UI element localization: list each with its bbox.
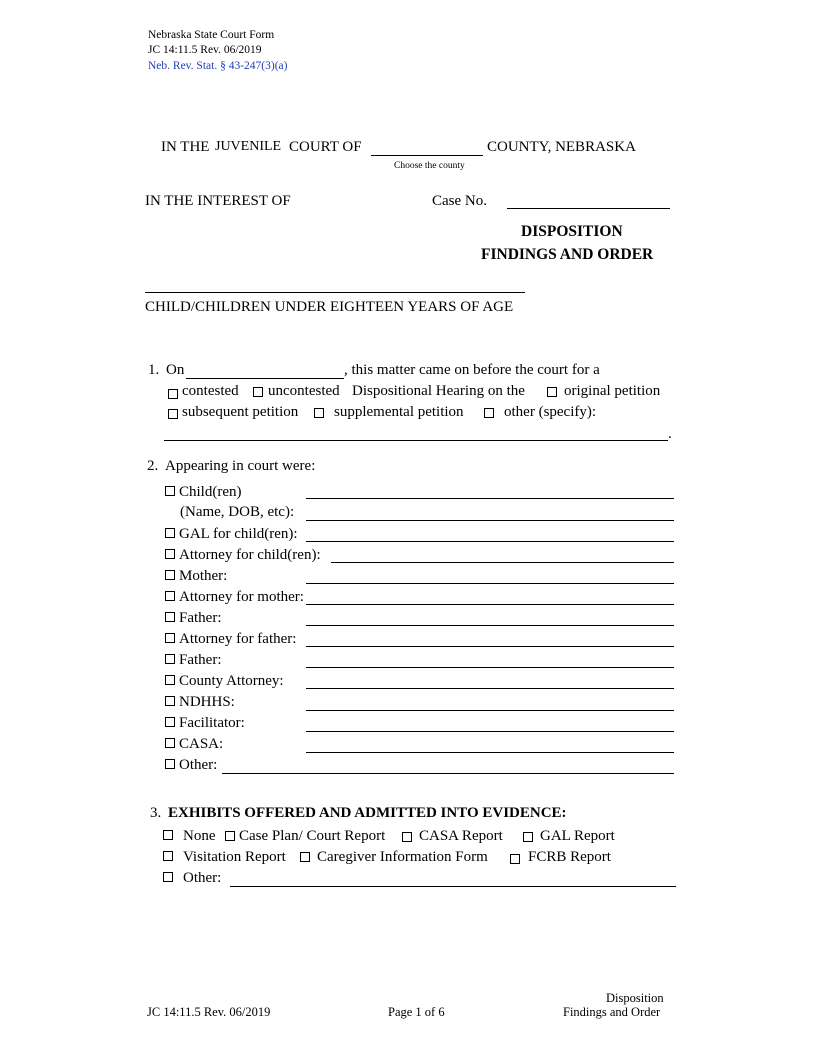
appearance-field[interactable]	[306, 752, 674, 753]
appearance-label: Father:	[179, 610, 222, 626]
child-details-field[interactable]	[306, 520, 674, 521]
gal-report-label: GAL Report	[540, 828, 615, 844]
appearance-checkbox[interactable]	[165, 696, 175, 706]
appearance-field[interactable]	[331, 562, 674, 563]
exhibits-other-label: Other:	[183, 870, 222, 886]
dispositional-label: Dispositional Hearing on the	[352, 383, 525, 399]
section1-text: , this matter came on before the court for a	[344, 362, 600, 378]
case-plan-label: Case Plan/ Court Report	[239, 828, 386, 844]
original-petition-label: original petition	[564, 383, 661, 399]
appearance-checkbox[interactable]	[165, 570, 175, 580]
supplemental-petition-checkbox[interactable]	[314, 408, 324, 418]
appearance-checkbox[interactable]	[165, 591, 175, 601]
appearance-label: CASA:	[179, 736, 224, 752]
appearance-label: Attorney for mother:	[179, 589, 304, 605]
other-specify-field[interactable]	[164, 440, 668, 441]
appearance-field[interactable]	[306, 667, 674, 668]
court-type-field[interactable]: JUVENILE	[215, 139, 282, 154]
other-specify-label: other (specify):	[504, 404, 597, 420]
appearance-checkbox[interactable]	[165, 486, 175, 496]
original-petition-checkbox[interactable]	[547, 387, 557, 397]
case-plan-checkbox[interactable]	[225, 831, 235, 841]
appearance-checkbox[interactable]	[165, 612, 175, 622]
visitation-report-checkbox[interactable]	[163, 851, 173, 861]
footer-page-number: Page 1 of 6	[388, 1005, 445, 1019]
appearance-label: Other:	[179, 757, 218, 773]
appearance-label: GAL for child(ren):	[179, 526, 298, 542]
county-state-label: COUNTY, NEBRASKA	[487, 139, 636, 155]
appearance-label: Attorney for father:	[179, 631, 297, 647]
appearance-label: Facilitator:	[179, 715, 245, 731]
county-field[interactable]	[371, 155, 483, 156]
appearance-checkbox[interactable]	[165, 675, 175, 685]
appearance-label: Father:	[179, 652, 222, 668]
exhibits-other-field[interactable]	[230, 886, 676, 887]
appearance-label: County Attorney:	[179, 673, 284, 689]
appearance-field[interactable]	[306, 731, 674, 732]
contested-label: contested	[182, 383, 239, 399]
appearance-field[interactable]	[306, 498, 674, 499]
footer-title-line2: Findings and Order	[563, 1005, 661, 1019]
subsequent-petition-checkbox[interactable]	[168, 409, 178, 419]
casa-report-checkbox[interactable]	[402, 832, 412, 842]
gal-report-checkbox[interactable]	[523, 832, 533, 842]
appearance-checkbox[interactable]	[165, 549, 175, 559]
in-the-label: IN THE	[161, 139, 210, 155]
appearance-field[interactable]	[306, 625, 674, 626]
appearance-checkbox[interactable]	[165, 759, 175, 769]
appearance-label: NDHHS:	[179, 694, 235, 710]
statute-link[interactable]: Neb. Rev. Stat. § 43-247(3)(a)	[148, 60, 288, 72]
appearance-checkbox[interactable]	[165, 717, 175, 727]
hearing-date-field[interactable]	[186, 378, 344, 379]
form-id: JC 14:11.5 Rev. 06/2019	[148, 44, 262, 56]
uncontested-checkbox[interactable]	[253, 387, 263, 397]
section1-period: .	[668, 426, 672, 442]
children-label: CHILD/CHILDREN UNDER EIGHTEEN YEARS OF AGE	[145, 299, 514, 315]
none-label: None	[183, 828, 216, 844]
case-no-label: Case No.	[432, 193, 487, 209]
appearance-field[interactable]	[306, 646, 674, 647]
contested-checkbox[interactable]	[168, 389, 178, 399]
section3-heading: EXHIBITS OFFERED AND ADMITTED INTO EVIDENCE:	[168, 805, 567, 821]
none-checkbox[interactable]	[163, 830, 173, 840]
appearance-checkbox[interactable]	[165, 528, 175, 538]
form-source: Nebraska State Court Form	[148, 29, 275, 41]
appearance-label: Child(ren)	[179, 484, 242, 500]
uncontested-label: uncontested	[268, 383, 340, 399]
section2-number: 2.	[147, 458, 159, 474]
appearance-field[interactable]	[222, 773, 674, 774]
child-name-field[interactable]	[145, 292, 525, 293]
section1-number: 1.	[148, 362, 160, 378]
casa-report-label: CASA Report	[419, 828, 503, 844]
appearance-field[interactable]	[306, 541, 674, 542]
other-specify-checkbox[interactable]	[484, 408, 494, 418]
county-hint: Choose the county	[394, 161, 465, 171]
title-disposition: DISPOSITION	[521, 223, 623, 240]
footer-title-line1: Disposition	[606, 991, 664, 1005]
appearance-checkbox[interactable]	[165, 633, 175, 643]
supplemental-petition-label: supplemental petition	[334, 404, 464, 420]
appearance-label: Attorney for child(ren):	[179, 547, 321, 563]
appearance-field[interactable]	[306, 604, 674, 605]
visitation-report-label: Visitation Report	[183, 849, 286, 865]
interest-of-label: IN THE INTEREST OF	[145, 193, 291, 209]
fcrb-report-checkbox[interactable]	[510, 854, 520, 864]
appearance-field[interactable]	[306, 583, 674, 584]
footer-form-id: JC 14:11.5 Rev. 06/2019	[147, 1005, 271, 1019]
appearance-field[interactable]	[306, 710, 674, 711]
appearance-checkbox[interactable]	[165, 654, 175, 664]
caregiver-form-checkbox[interactable]	[300, 852, 310, 862]
child-sub-label: (Name, DOB, etc):	[180, 504, 295, 520]
section3-number: 3.	[150, 805, 162, 821]
section1-on: On	[166, 362, 185, 378]
caregiver-form-label: Caregiver Information Form	[317, 849, 488, 865]
appearance-label: Mother:	[179, 568, 228, 584]
court-of-label: COURT OF	[289, 139, 362, 155]
appearance-field[interactable]	[306, 688, 674, 689]
subsequent-petition-label: subsequent petition	[182, 404, 299, 420]
case-no-field[interactable]	[507, 208, 670, 209]
section2-heading: Appearing in court were:	[165, 458, 316, 474]
title-findings-order: FINDINGS AND ORDER	[481, 246, 654, 263]
appearance-checkbox[interactable]	[165, 738, 175, 748]
fcrb-report-label: FCRB Report	[528, 849, 611, 865]
exhibits-other-checkbox[interactable]	[163, 872, 173, 882]
